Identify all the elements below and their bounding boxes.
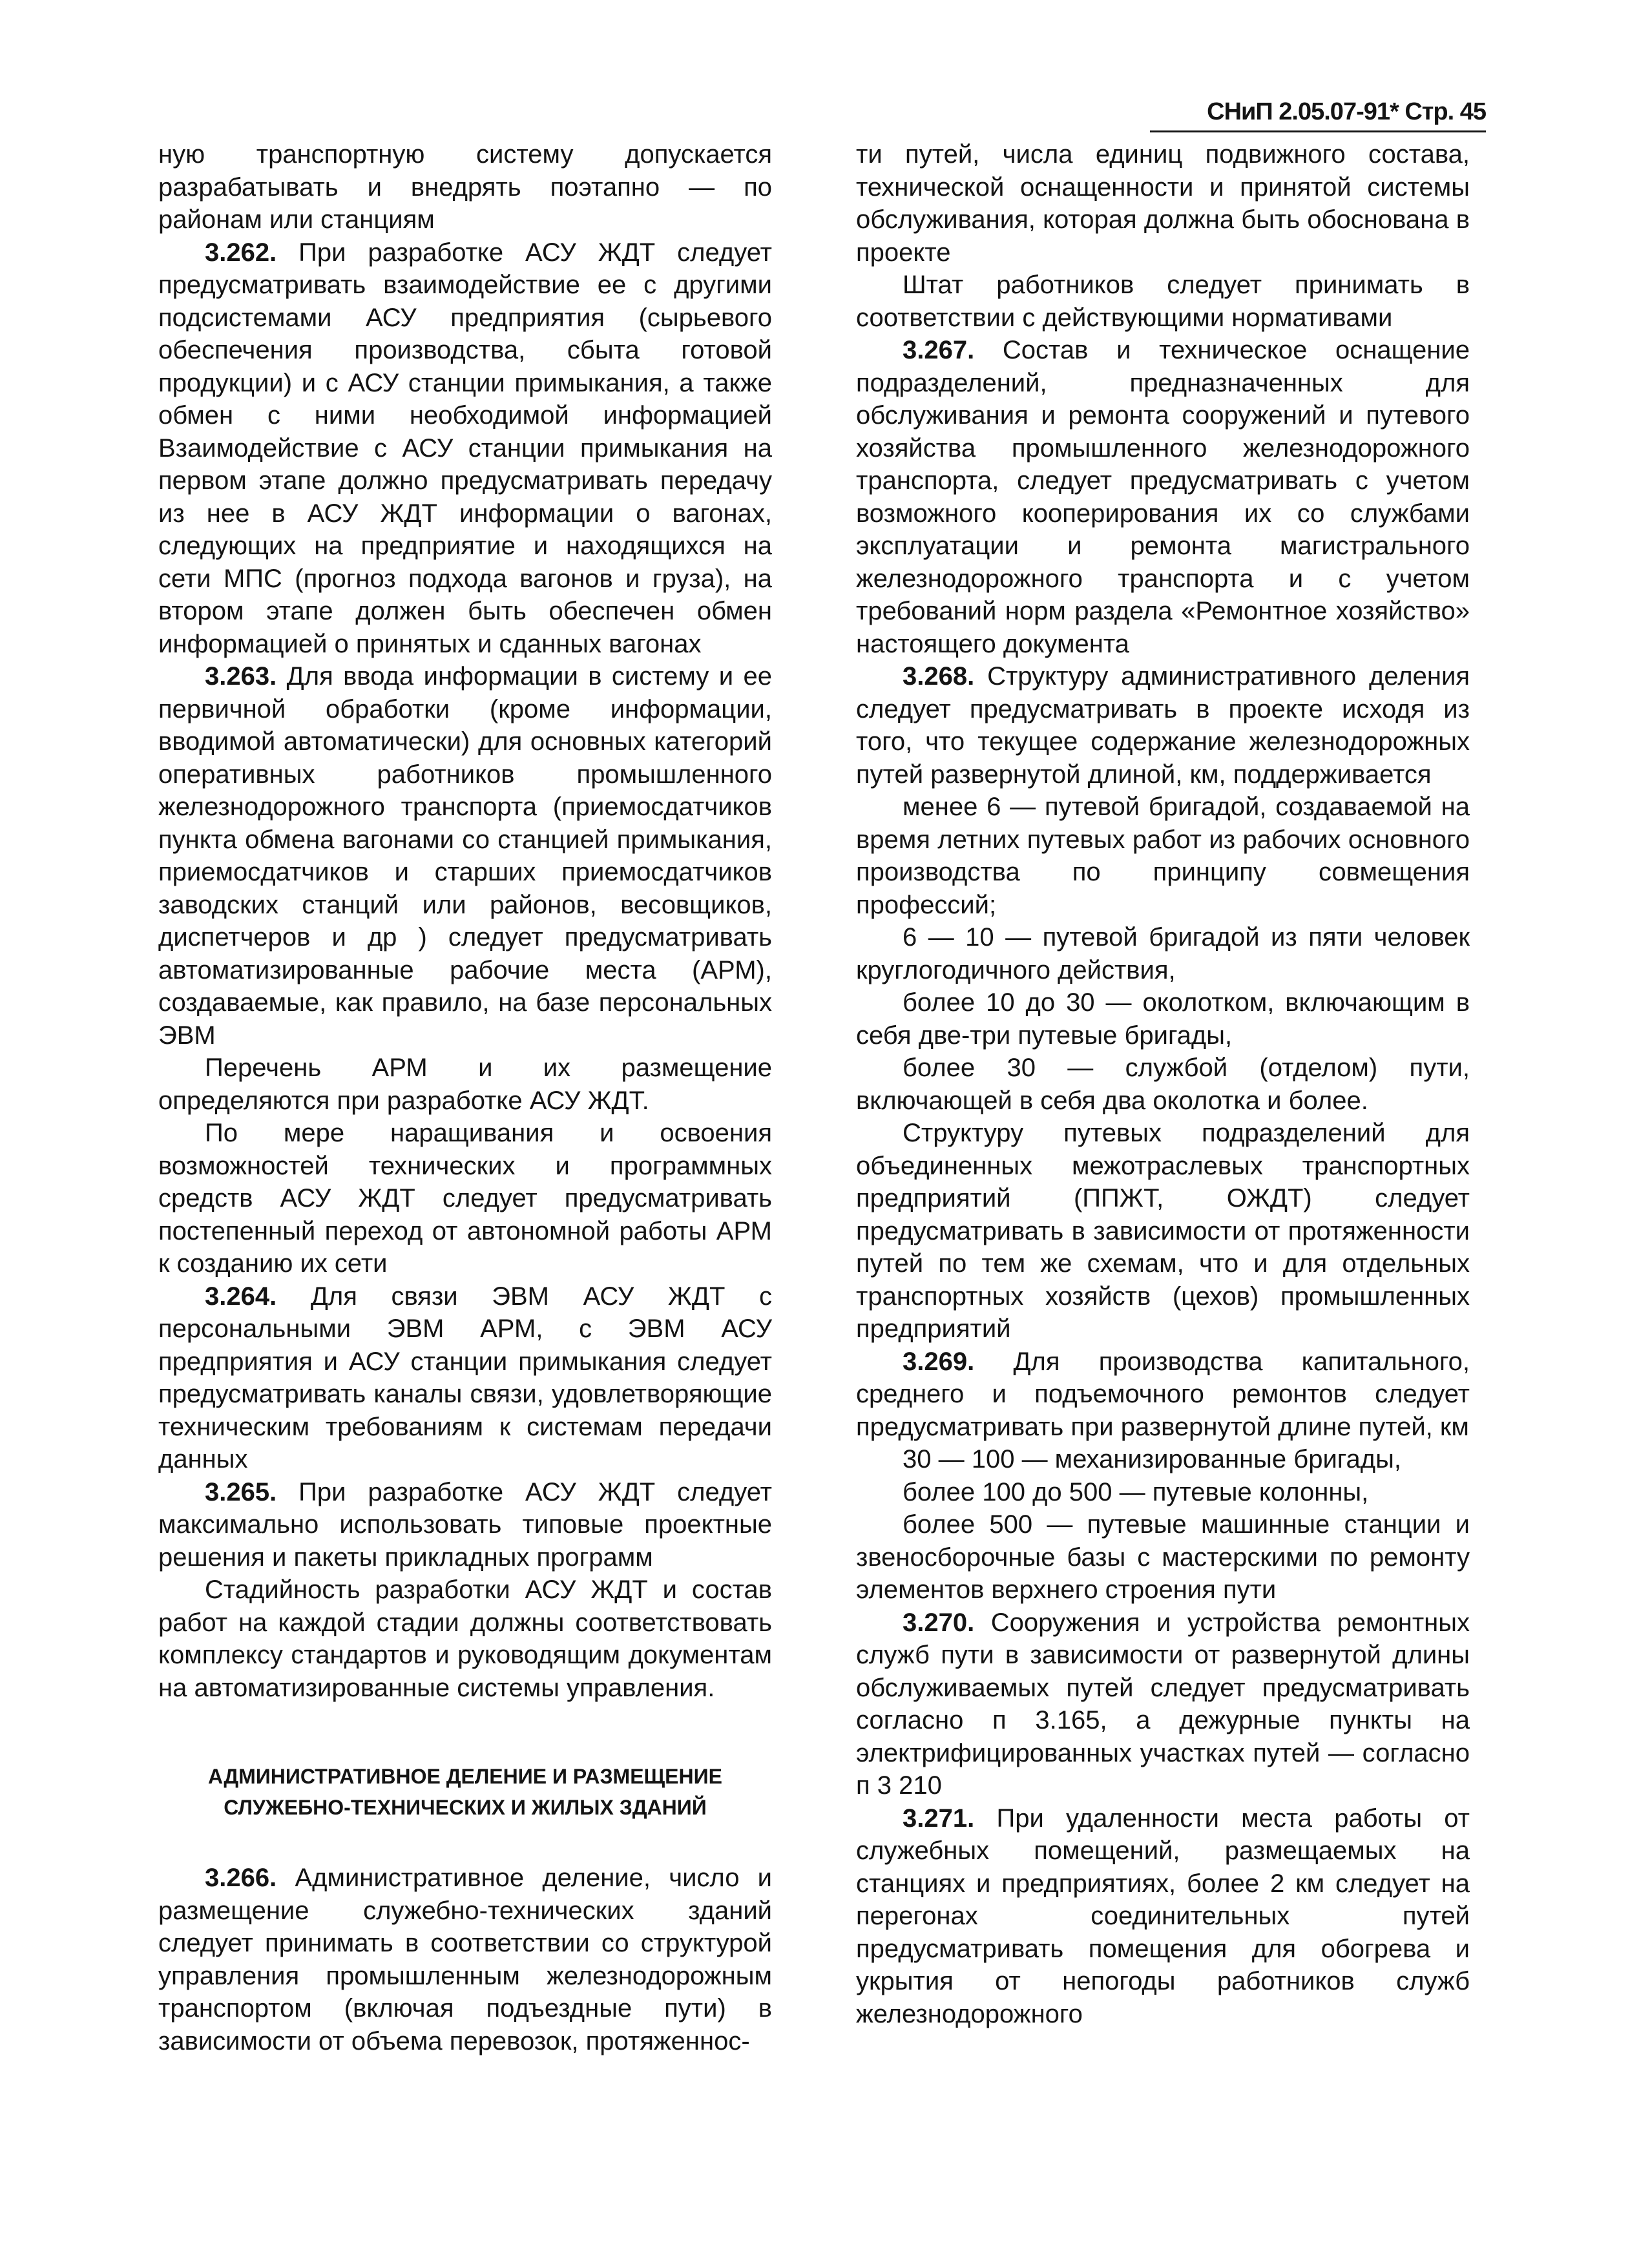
paragraph: Структуру путевых подразделений для объединенных межотраслевых транспортных предприятий (ППЖТ, ОЖДТ) следует предусматривать в зависимости от протяженности путей по тем же схемам, что и для отдельных транспортных хозяйств (цехов) промышленных предприятий: [856, 1119, 1470, 1343]
section-heading-line: СЛУЖЕБНО-ТЕХНИЧЕСКИХ И ЖИЛЫХ ЗДАНИЙ: [224, 1796, 707, 1819]
clause-3-269: [856, 1346, 1470, 1444]
list-item: более 500 — путевые машинные станции и звеносборочные базы с мастерскими по ремонту элементов верхнего строения пути: [856, 1510, 1470, 1604]
section-heading: [158, 1761, 772, 1823]
clause-number: 3.262.: [205, 238, 277, 267]
list-item: менее 6 — путевой бригадой, создаваемой на время летних путевых работ из рабочих основного производства по принципу совмещения профессий;: [856, 793, 1470, 919]
clause-number: 3.265.: [205, 1477, 277, 1506]
clause-number: 3.266.: [205, 1864, 277, 1892]
paragraph: Перечень АРМ и их размещение определяются при разработке АСУ ЖДТ.: [158, 1054, 772, 1115]
list-item: более 100 до 500 — путевые колонны,: [903, 1477, 1369, 1506]
clause-text: При разработке АСУ ЖДТ следует максимально использовать типовые проектные решения и пакеты прикладных программ: [158, 1477, 772, 1572]
clause-3-264: [158, 1280, 772, 1476]
clause-text: Для связи ЭВМ АСУ ЖДТ с персональными ЭВМ АРМ, с ЭВМ АСУ предприятия и АСУ станции примыкания следует предусматривать каналы связи, удовлетворяющие техническим требованиям к системам передачи данных: [158, 1282, 772, 1473]
clause-3-263: [158, 660, 772, 1052]
clause-text: Сооружения и устройства ремонтных служб пути в зависимости от развернутой длины обслуживаемых путей следует предусматривать согласно п 3.165, а дежурные пункты на электрифицированных участках путей — согласно п 3 210: [856, 1608, 1470, 1800]
clause-3-267: [856, 334, 1470, 660]
clause-text: При удаленности места работы от служебных помещений, размещаемых на станциях и предприятиях, более 2 км следует на перегонах соединительных путей предусматривать помещения для обогрева и укрытия от непогоды работников служб железнодорожного: [856, 1804, 1470, 2028]
list-item: 30 — 100 — механизированные бригады,: [903, 1445, 1401, 1473]
clause-text: При разработке АСУ ЖДТ следует предусматривать взаимодействие ее с другими подсистемами АСУ предприятия (сырьевого обеспечения производства, сбыта готовой продукции) и с АСУ станции примыкания, а также обмен с ними необходимой информацией Взаимодействие с АСУ станции примыкания на первом этапе должно предусматривать передачу из нее в АСУ ЖДТ информации о вагонах, следующих на предприятие и находящихся на сети МПС (прогноз подхода вагонов и груза), на втором этапе должен быть обеспечен обмен информацией о принятых и сданных вагонах: [158, 238, 772, 658]
clause-text: Структуру административного деления следует предусматривать в проекте исходя из того, что текущее содержание железнодорожных путей развернутой длиной, км, поддерживается: [856, 662, 1470, 789]
paragraph-continuation: ти путей, числа единиц подвижного состава, технической оснащенности и принятой системы обслуживания, которая должна быть обоснована в проекте: [856, 140, 1470, 267]
clause-text: Административное деление, число и размещение служебно-технических зданий следует принимать в соответствии со структурой управления промышленным железнодорожным транспортом (включая подъездные пути) в зависимости от объема перевозок, протяженнос-: [158, 1864, 772, 2055]
clause-number: 3.263.: [205, 662, 277, 691]
paragraph: По мере наращивания и освоения возможностей технических и программных средств АСУ ЖДТ следует предусматривать постепенный переход от автономной работы АРМ к созданию их сети: [158, 1119, 772, 1278]
list-item: 6 — 10 — путевой бригадой из пяти человек круглогодичного действия,: [856, 923, 1470, 984]
clause-text: Для ввода информации в систему и ее первичной обработки (кроме информации, вводимой автоматически) для основных категорий оперативных работников промышленного железнодорожного транспорта (приемосдатчиков пункта обмена вагонами со станцией примыкания, приемосдатчиков и старших приемосдатчиков заводских станций или районов, весовщиков, диспетчеров и др ) следует предусматривать автоматизированные рабочие места (АРМ), создаваемые, как правило, на базе персональных ЭВМ: [158, 662, 772, 1050]
paragraph: Штат работников следует принимать в соответствии с действующими нормативами: [856, 271, 1470, 332]
clause-3-265: [158, 1476, 772, 1574]
list-item: более 10 до 30 — околотком, включающим в себя две-три путевые бригады,: [856, 988, 1470, 1050]
clause-3-271: [856, 1802, 1470, 2031]
left-column: [158, 138, 772, 2057]
clause-3-270: [856, 1607, 1470, 1802]
clause-text: Состав и техническое оснащение подразделений, предназначенных для обслуживания и ремонта сооружений и путевого хозяйства промышленного железнодорожного транспорта, следует предусматривать с учетом возможного кооперирования их со службами эксплуатации и ремонта магистрального железнодорожного транспорта и с учетом требований норм раздела «Ремонтное хозяйство» настоящего документа: [856, 336, 1470, 658]
clause-3-262: [158, 236, 772, 661]
paragraph: Стадийность разработки АСУ ЖДТ и состав работ на каждой стадии должны соответствовать комплексу стандартов и руководящим документам на автоматизированные системы управления.: [158, 1576, 772, 1702]
clause-text: Для производства капитального, среднего и подъемочного ремонтов следует предусматривать при развернутой длине путей, км: [856, 1347, 1470, 1441]
clause-3-268: [856, 660, 1470, 791]
header-rule: [1150, 130, 1486, 132]
clause-number: 3.269.: [903, 1347, 975, 1376]
clause-number: 3.271.: [903, 1804, 975, 1833]
clause-3-266: [158, 1862, 772, 2057]
section-heading-line: АДМИНИСТРАТИВНОЕ ДЕЛЕНИЕ И РАЗМЕЩЕНИЕ: [208, 1765, 722, 1788]
clause-number: 3.267.: [903, 336, 975, 364]
clause-number: 3.264.: [205, 1282, 277, 1311]
clause-number: 3.270.: [903, 1608, 975, 1637]
page-header: СНиП 2.05.07-91* Стр. 45: [1207, 98, 1486, 125]
right-column: [856, 138, 1470, 2030]
clause-number: 3.268.: [903, 662, 975, 691]
list-item: более 30 — службой (отделом) пути, включающей в себя два околотка и более.: [856, 1054, 1470, 1115]
paragraph-continuation: ную транспортную систему допускается разрабатывать и внедрять поэтапно — по районам или станциям: [158, 140, 772, 234]
